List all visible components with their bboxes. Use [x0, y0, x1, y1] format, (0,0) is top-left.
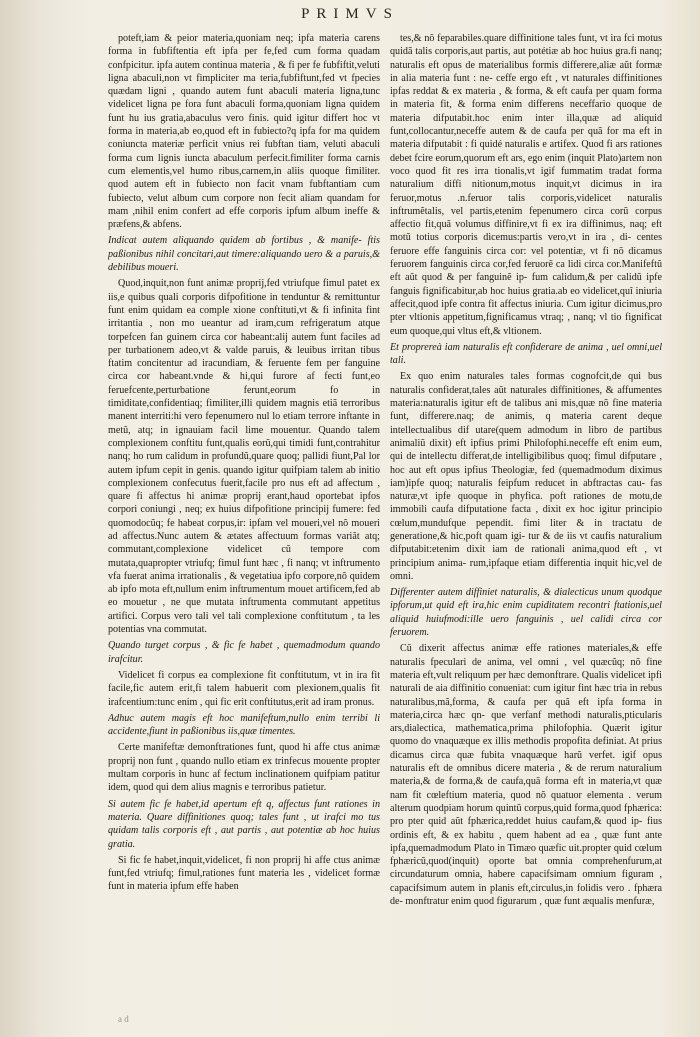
lemma-paragraph: Indicat autem aliquando quidem ab fortibus , & manife- ftis paßionibus nihil concitari,aut timere:aliquando uero & a paruis,& debilibus moueri. [108, 235, 380, 274]
commentary-paragraph: Videlicet fi corpus ea complexione fit conftitutum, vt in ira fit facile,fic autem erit,fi talem habuerit com plexionem,qualis fit irafcentium:tunc enim , qui fic erit conftitutus,erit ad iram pronus. [108, 669, 380, 708]
lemma-paragraph: Quando turget corpus , & fic fe habet , quemadmodum quando irafcitur. [108, 640, 380, 665]
commentary-paragraph: Certe manifeftæ demonftrationes funt, quod hi affe ctus animæ proprij non funt , quando nullo etiam ex trinfecus mouente propter multam corporis in hunc af fectum inclinationem quifpiam patitur idem, quod qui dem alius magnis e terroribus patietur. [108, 742, 380, 794]
lemma-paragraph: Et proprereà iam naturalis eft confiderare de anima , uel omni,uel tali. [390, 341, 662, 367]
lemma-paragraph: Adhuc autem magis eft hoc manifeftum,nullo enim terribi li accidente,fiunt in paßionibus iis,quæ timentes. [108, 712, 380, 738]
lemma-paragraph: Differenter autem diffiniet naturalis, & dialecticus unum quodque ipforum,ut quid eft ira,hic enim cupiditatem recontri ftationis,uel aliquid huiufmodi:ille uero fanguinis , uel calidi circa cor feruorem. [390, 587, 662, 639]
commentary-paragraph: Si fic fe habet,inquit,videlicet, fi non proprij hi affe ctus animæ funt,fed vtriufq; fimul,rationes funt materia les , videlicet formæ funt in materia ipfum effe haben [108, 854, 380, 893]
commentary-paragraph: Quod,inquit,non funt animæ proprij,fed vtriufque fimul patet ex iis,e quibus quali corporis difpofitione in tenduntur & remittuntur funt enim quidam ea comple xione conftituti,vt & fi infinita fint irritantia , non mo ueantur ad iram,cum refrigeratum atque torpefcen fan guinem circa cor habeant:alij autem funt faciles ad per turbationem adeo,vt & valde paruis, & leuibus irritan tibus ftatim concitentur ad iracundiam, & feruente fem per fanguine circa cor habeant.vnde & hi,qui furore af fecti funt,eo feruefcente,perturbatione ferunt,eorum fo in timiditate,confidentiaq; fimiliter,illi quidem magnis etiã terroribus manent interriti:hi vero fepenumero nul lo etiam terrore inftante in metũ, atq; in ignauiam facil lime mouentur. Quando talem complexionem conftitu funt,qualis eorũ,qui timidi funt,contrahitur nanq; ho rum calidum in profundũ,quare quoq; pallidi fiunt,Pal lor autem ipfum cepit in genis. quando igitur quifpiam talem ab initio complexionem confecutus fuerit,facile pro nus eft ad affectum , quare fi affectus hi animæ proprij erant,haud oportebat ipfos corpori coniungi , neq; ex huius difpofitione principij fumere: fed quomodocũq; fe habeat corpus,ir: ipfam vel moueri,vel nõ moueri ad affectus.Nunc autem & ætates affectuum formas variãt atq; commutant,complexione videlicet cũ tempore com mutata,quapropter vtriufq; fimul funt hæc , fi nanq; vt inftrumento vfa fuerat anima irrationalis , & vegetatiua ipfo corpore,nõ quidem ab ipfo mota eft,nullum enim inftrumentum mouet artificem,fed ab eo mouetur , ne que mutata inftrumenta commutant appetitus artifici. Corpus vero tali vel tali complexione conftitutum , ta les potentias vna commutat. [108, 278, 380, 636]
running-head: PRIMVS [301, 6, 399, 22]
lemma-paragraph: Si autem fic fe habet,id apertum eft q, affectus funt rationes in materia. Quare diffinitiones quoq; tales funt , ut irafci mo tus quidam talis corporis eft , aut partis , aut potentiæ ab hoc huius gratia. [108, 798, 380, 850]
page-gutter-shadow [0, 0, 92, 1037]
signature-mark: a d [118, 1014, 129, 1024]
commentary-paragraph: tes,& nõ feparabiles.quare diffinitione tales funt, vt ira fci motus quidã talis corporis,aut partis, aut potétiæ ab hoc huius gra.fi nanq; naturalis eft opus de materialibus formis differere,aliæ aũt formæ in alia materia funt : ne- ceffe ergo eft , vt naturales diffinitiones ipfas reddat & ex materia , & forma, & eft caufa per quam forma in materia fit, & forma enim differens neceffario quoque de materia difputabit.hoc enim inter illa,quæ ad aliquid funt,collocantur,neceffe autem & de caufa per quã for ma eft in materia difputabit : fi quidé naturalis e artifex. Quod fi ars rationes debet fcire eorum,quorum eft ars, ego enim (inquit Plato)artem non voco quod fit res irra tionalis,vt igif fummatim tradat forma naturalium diffi nitionum,motus inquit,vt dicimus in ira feruor,motus .n.feruor talis corporis,videlicet naturalis inftrumẽtalis, vel partis,etenim fepenumero circa corũ corpus affectio fit,quã volumus diffinire,vt fi ex ira diffinimus, naq; eft motũ totius corporis dicemus:partis vero,vt in ira , di- centes feruore effe fanguinis circa cor: vel potentiæ, vt fi nõ dicamus feruorem fanguinis circa cor,fed feruorẽ ca lidi circa cor.Manifeftũ eft aũt quod & per fanguinẽ ip- fum calidum,& per calidũ ipfe fanguis fignificabitur,ab hoc huius gratia.ab eo videlicet,quî iniuria affecit,quod ipfe contra fit affectus iniuria. Cum igitur dicimus,pro pter vltionis appetitum,fignificamus vtraq; , nanq; vl tio fignificat eum quoque,qui vltus eft,& vltionem. [390, 33, 662, 337]
commentary-paragraph: Ex quo enim naturales tales formas cognofcit,de qui bus naturalis confiderat,tales aũt naturales diffinitiones, & affumentes materia:naturalis igitur eft de talibus ani mis,quæ nõ fine materia funt, differere.naq; de animis, q materia carent deque intellectualibus dif utare(quem admodum in libro de partibus animaliũ dixit) eft ipfius primi Philofophi.neceffe eft enim eum, qui de intellectu differat,de intelligibilibus quoq; fimul difputare , hoc aut eft opus ipfius Theologiæ, fed (quemadmodum diximus iam)ipfe quoq; naturalis feipfum reducet in abftractas cau- fas naturæ,vt ipfe quoque in phyfica. poft rationes de motu,de immobili caufa difputatione facta , dixit ex hoc igitur principio cœlum,mundufque pependit. fimi liter & in tractatu de generatione,& hic,poft quam igi- tur & de iis vt caufis naturalium difputabit:etenim dixit iam de rationali anima,quod eft , vt principium anima- rum,ipfaque etiam differentia inquit hic,vel de omni. [390, 371, 662, 582]
commentary-paragraph: poteft,iam & peior materia,quoniam neq; ipfa materia carens forma in fubfiftentia eft ipfa per fe,fed cum forma quadam confpicitur. ipfa autem continua materia , & fi per fe fubfiftit,veluti ligna abaculi,non vt fimpliciter ma teria,fubfiftunt,fed vt fpecies quædam ligni , quando autem funt abaculi materia ligna,tunc videlicet ligna pe fora funt abaculi forma,quoniam ligna quidem funt hu ius gratia,abaculus vero finis. quid igitur differt hoc vt forma in materia,ab eo,quod eft in fubiecto?q ipfa for ma quidem coniuncta materiæ perficit vnius rei fubftan tiam, veluti abaculi forma cum lignis iuncta abaculum perfecit.fimiliter forma carnis cum elementis,vel humo ribus,carnem,in aliis quoque fimiliter. quod autem eft in fubiecto non facit vnam fubftantiam cum fubiecto, velut album cum corpore non fecit aliam quandam for mam ,nihil enim confert ad effe corporis ipfum album ineffe & præfens,& abfens. [108, 33, 380, 231]
right-text-column [390, 32, 662, 1022]
commentary-paragraph: Cũ dixerit affectus animæ effe rationes materiales,& effe naturalis fpeculari de anima, vel omni , vel quæcũq; nõ fine materia eft,vult reliquum per hæc demonftrare. Qualis videlicet ipfi naturali de aia diffinitio conueniat: cum igitur fint hæc tria in rebus naturalibus,mã,forma, & caufa per quã eft ipfa forma in materia,circa hæc qn- que verfanf methodi naturalis,pticularis ars,dialectica, mathematica,prima philofophia. Quærit igitur quomo do vnaquæque ex illis methodis propofita definiat. At prius dicamus circa quæ fubita vnaquæque harũ verfet. igif opus naturalis eft de omnibus dicere materia , & de rerum naturalium materia,& de forma,& de caufa,quã forma eft in materia,vt quæ nam fit cœleftium materia, quod nõ quatuor elementa . verum alterum quodpiam horum quintũ corpus,quid forma,quod fphærica: pro pter quid aũt fphærica,reddet huius caufam,& quod ip- fius ordinis eft, & ex habitu , quem habent ad ea , quæ funt ante ipfa,quemadmodum Plato in Timæo quæfic uit.propter quid cœlum fphæricũ,quod(inquit) oporte bat omnia comprehenfurum,at circundaturum omnia, habere capacifsimam omnium figuram , capacifsimum autem in planis eft,circulus,in folidis vero . fphæra de- monftratur enim quod figurarum , quæ funt æqualis menfuræ, [390, 643, 662, 907]
left-text-column [108, 32, 380, 1022]
